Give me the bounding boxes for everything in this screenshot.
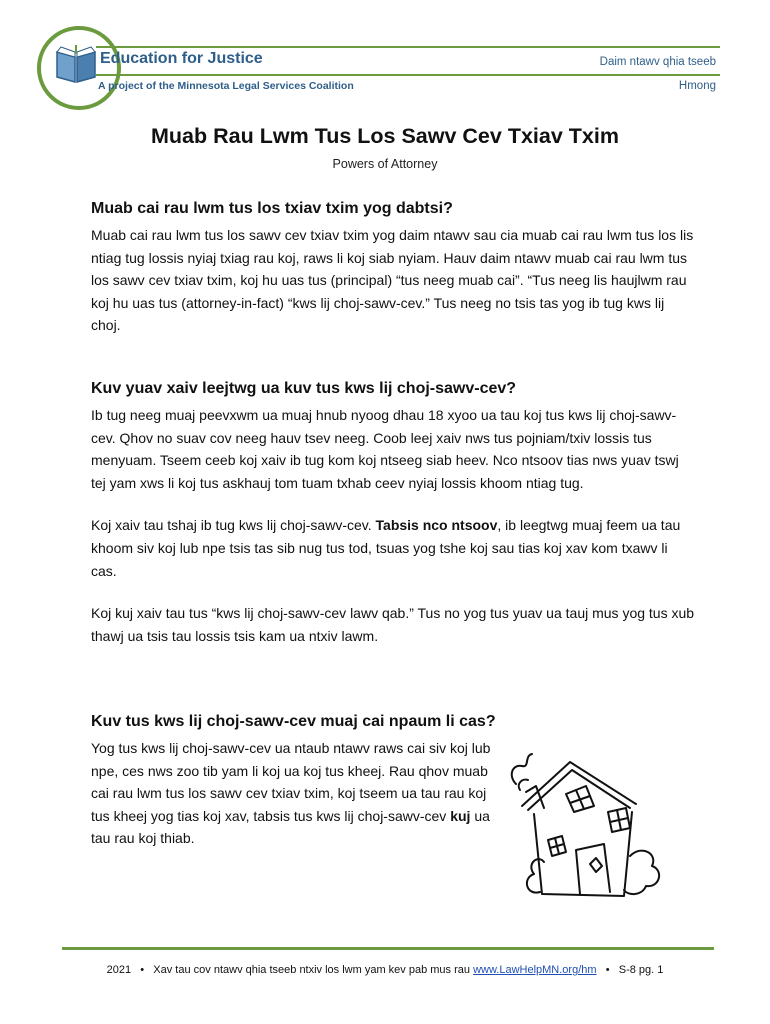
footer — [0, 964, 770, 976]
footer-bullet: • — [140, 964, 145, 976]
header-rule-top — [96, 46, 720, 48]
section-paragraph: Ib tug neeg muaj peevxwm ua muaj hnub nyoog dhau 18 xyoo ua tau koj tus kws lij choj-sawv-cev. Qhov no suav cov neeg hauv tsev neeg. Coob leej xaiv nws tus pojniam/txiv lossis tus menyuam. Tseem ceeb koj xaiv ib tug kom koj ntseeg siab heev. Nco ntsoov tias nws yuav tswj tej yam xws li koj tus askhauj tom tuam txhab ceev nyiaj lossis khoom ntiag tug. — [91, 407, 679, 491]
book-logo-icon — [53, 40, 99, 86]
footer-text: Xav tau cov ntawv qhia tseeb ntxiv los lwm yam kev pab mus rau — [153, 964, 470, 976]
paragraph-text: , ib leegtwg muaj feem ua tau khoom siv koj lub npe tsis tas sib nug tus tod, tsuas yog tshe koj sau tias koj xav kom txawv li cas. — [91, 517, 681, 579]
brand-name: Education for Justice — [100, 50, 263, 67]
paragraph-text: Yog tus kws lij choj-sawv-cev ua ntaub ntawv raws cai siv koj lub npe, ces nws zoo tib yam li koj ua koj tus kheej. Rau qhov muab cai rau lwm tus los sawv cev txiav txim, koj tseem ua tau rau koj tus kheej yog tias koj xav, tabsis tus kws lij choj-sawv-cev — [91, 740, 491, 824]
section-heading: Kuv yuav xaiv leejtwg ua kuv tus kws lij choj-sawv-cev? — [91, 380, 517, 397]
header-language-label: Hmong — [678, 80, 716, 92]
footer-bullet: • — [605, 964, 610, 976]
section-heading: Muab cai rau lwm tus los txiav txim yog dabtsi? — [91, 200, 453, 217]
page-title: Muab Rau Lwm Tus Los Sawv Cev Txiav Txim — [151, 124, 619, 148]
section-what-is-poa — [91, 198, 697, 337]
paragraph-emphasis: Tabsis nco ntsoov — [375, 517, 498, 534]
section-paragraph: Muab cai rau lwm tus los sawv cev txiav txim yog daim ntawv sau cia muab cai rau lwm tus los lis ntiag tug lossis nyiaj txiag rau koj, raws li koj siab nyiam. Hauv daim ntawv muab cai rau lwm tus los sawv cev txiav txim, koj hu uas tus (principal) “tus neeg muab cai”. “Tus neeg lis haujlwm rau koj hu uas tus (attorney-in-fact) “kws lij choj-sawv-cev.” Tus neeg no tsis tas yog ib tug kws lij choj. — [91, 227, 694, 334]
header-fact-sheet-label: Daim ntawv qhia tseeb — [599, 56, 716, 68]
page-subtitle: Powers of Attorney — [332, 157, 438, 171]
section-paragraph — [91, 514, 697, 582]
footer-year: 2021 — [106, 964, 132, 976]
paragraph-emphasis: kuj — [450, 807, 471, 824]
footer-rule — [62, 947, 714, 950]
section-paragraph: Koj kuj xaiv tau tus “kws lij choj-sawv-cev lawv qab.” Tus no yog tus yuav ua tauj mus yog tus xub thawj ua tsis tau lossis tsis kam ua ntxiv lawm. — [91, 605, 695, 644]
paragraph-text: ua tau rau koj thiab. — [91, 807, 490, 847]
section-paragraph — [91, 737, 491, 850]
section-who-to-choose — [91, 378, 697, 647]
header-rule-bottom — [96, 74, 720, 76]
paragraph-text: Koj xaiv tau tshaj ib tug kws lij choj-sawv-cev. — [91, 517, 376, 534]
footer-page-number: S-8 pg. 1 — [618, 964, 664, 976]
brand-subtitle: A project of the Minnesota Legal Services Coalition — [98, 80, 354, 92]
house-drawing-icon — [496, 746, 668, 916]
section-heading: Kuv tus kws lij choj-sawv-cev muaj cai npaum li cas? — [91, 713, 496, 730]
footer-link[interactable]: www.LawHelpMN.org/hm — [473, 964, 597, 976]
